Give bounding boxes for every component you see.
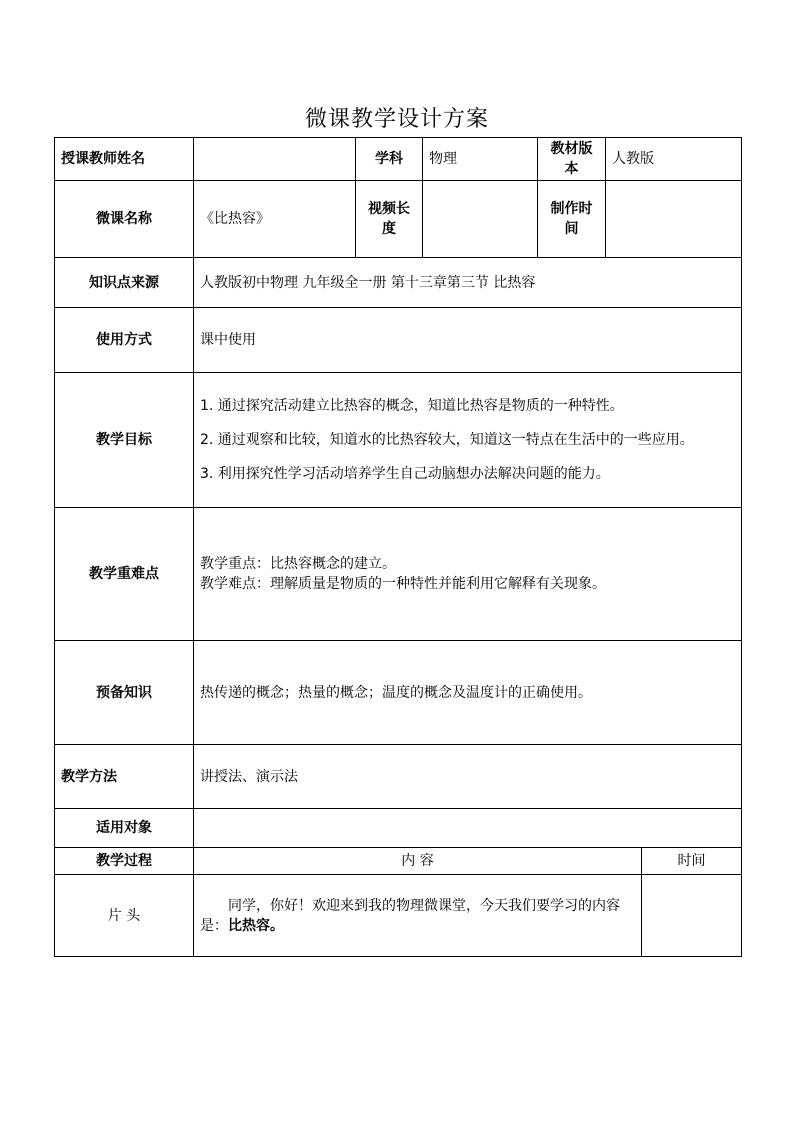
row-objectives: [55, 373, 742, 508]
usage-cell[interactable]: 课中使用: [194, 308, 742, 373]
intro-bold-text: 比热容。: [228, 917, 284, 934]
teacher-name-label: 授课教师姓名: [55, 138, 194, 181]
video-length-cell[interactable]: [423, 181, 538, 258]
teacher-name-cell[interactable]: [194, 138, 356, 181]
key-points-label: 教学重难点: [55, 508, 194, 641]
production-time-cell[interactable]: [606, 181, 742, 258]
audience-cell[interactable]: [194, 809, 742, 848]
objective-item: 3. 利用探究性学习活动培养学生自己动脑想办法解决问题的能力。: [200, 465, 610, 482]
source-label: 知识点来源: [55, 258, 194, 308]
row-audience: [55, 809, 742, 848]
page-title: 微课教学设计方案: [304, 107, 489, 132]
objectives-label: 教学目标: [55, 373, 194, 508]
key-points-cell[interactable]: [194, 508, 742, 641]
content-header: 内 容: [194, 848, 642, 875]
lesson-plan-table: [54, 137, 742, 957]
key-point-text: 教学重点：比热容概念的建立。: [200, 556, 396, 572]
row-source: [55, 258, 742, 308]
intro-time-cell[interactable]: [642, 875, 742, 957]
prior-knowledge-cell[interactable]: 热传递的概念；热量的概念；温度的概念及温度计的正确使用。: [194, 641, 742, 745]
row-teacher: [55, 138, 742, 181]
subject-cell[interactable]: 物理: [423, 138, 538, 181]
row-key-points: [55, 508, 742, 641]
prior-knowledge-label: 预备知识: [55, 641, 194, 745]
objectives-cell[interactable]: [194, 373, 742, 508]
course-name-label: 微课名称: [55, 181, 194, 258]
methods-label: 教学方法: [55, 745, 194, 809]
textbook-label: 教材版本: [538, 138, 606, 181]
video-length-label: 视频长度: [356, 181, 423, 258]
usage-label: 使用方式: [55, 308, 194, 373]
source-cell[interactable]: 人教版初中物理 九年级全一册 第十三章第三节 比热容: [194, 258, 742, 308]
row-process-header: [55, 848, 742, 875]
methods-cell[interactable]: 讲授法、演示法: [194, 745, 742, 809]
textbook-cell[interactable]: 人教版: [606, 138, 742, 181]
time-header: 时间: [642, 848, 742, 875]
row-intro: [55, 875, 742, 957]
row-prior-knowledge: [55, 641, 742, 745]
row-usage: [55, 308, 742, 373]
row-course: [55, 181, 742, 258]
audience-label: 适用对象: [55, 809, 194, 848]
production-time-label: 制作时间: [538, 181, 606, 258]
process-label: 教学过程: [55, 848, 194, 875]
course-name-cell[interactable]: 《比热容》: [194, 181, 356, 258]
objective-item: 2. 通过观察和比较，知道水的比热容较大，知道这一特点在生活中的一些应用。: [200, 431, 694, 448]
intro-label: 片 头: [55, 875, 194, 957]
objective-item: 1. 通过探究活动建立比热容的概念，知道比热容是物质的一种特性。: [200, 397, 624, 414]
difficult-point-text: 教学难点：理解质量是物质的一种特性并能利用它解释有关现象。: [200, 576, 606, 592]
row-methods: [55, 745, 742, 809]
subject-label: 学科: [356, 138, 423, 181]
intro-content-cell[interactable]: [194, 875, 642, 957]
intro-text: 同学，你好！欢迎来到我的物理微课堂，今天我们要学习的内容是：: [200, 897, 620, 934]
